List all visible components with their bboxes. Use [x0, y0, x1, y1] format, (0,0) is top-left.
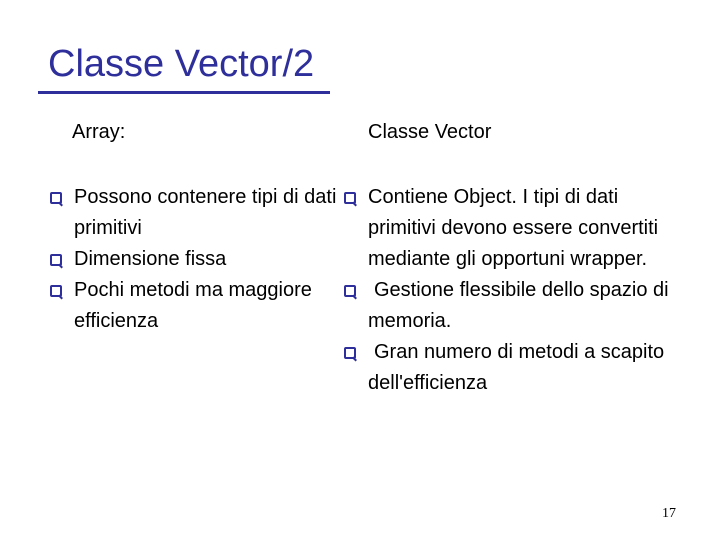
bullet-text: Possono contenere tipi di dati primitivi — [74, 186, 337, 239]
hollow-square-bullet-icon — [50, 285, 62, 297]
left-bullet-item — [50, 182, 340, 244]
right-bullet-item — [344, 337, 684, 399]
right-bullet-item — [344, 275, 684, 337]
left-column-heading: Array: — [72, 121, 126, 143]
right-column-heading: Classe Vector — [368, 121, 492, 143]
right-bullet-item — [344, 182, 684, 275]
left-bullet-item — [50, 244, 340, 275]
bullet-text: Dimensione fissa — [74, 248, 227, 270]
hollow-square-bullet-icon — [50, 254, 62, 266]
slide-title: Classe Vector/2 — [48, 43, 315, 85]
bullet-text: Gestione flessibile dello spazio di memoria. — [368, 279, 669, 332]
left-bullet-item — [50, 275, 340, 337]
bullet-text: Gran numero di metodi a scapito dell'efficienza — [368, 341, 665, 394]
hollow-square-bullet-icon — [344, 285, 356, 297]
hollow-square-bullet-icon — [50, 192, 62, 204]
page-number: 17 — [662, 506, 676, 521]
bullet-text: Contiene Object. I tipi di dati primitivi devono essere convertiti mediante gli opportuni wrapper. — [368, 186, 659, 270]
hollow-square-bullet-icon — [344, 347, 356, 359]
title-underline — [38, 91, 330, 94]
hollow-square-bullet-icon — [344, 192, 356, 204]
bullet-text: Pochi metodi ma maggiore efficienza — [74, 279, 312, 332]
right-bullet-list — [344, 182, 684, 399]
left-bullet-list — [50, 182, 340, 337]
